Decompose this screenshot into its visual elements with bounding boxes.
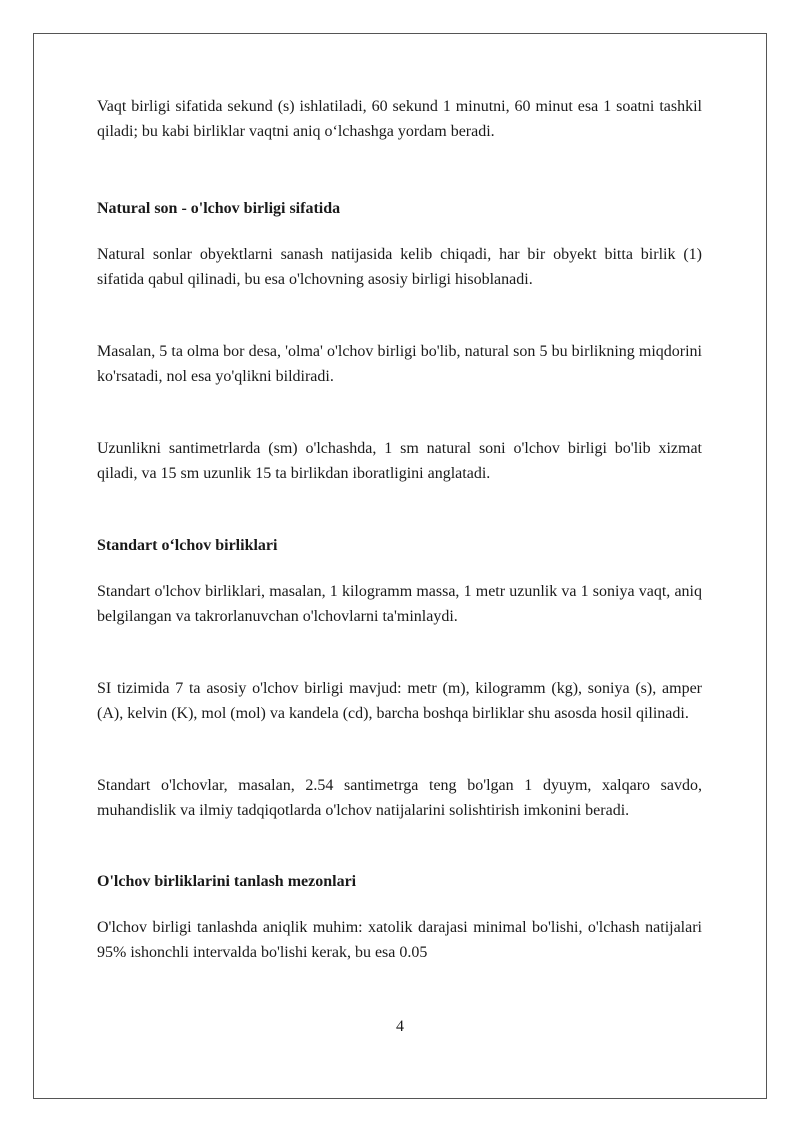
paragraph-inch-example: Standart o'lchovlar, masalan, 2.54 santimetrga teng bo'lgan 1 dyuym, xalqaro savdo, muhandislik va ilmiy tadqiqotlarda o'lchov natijalarini solishtirish imkonini beradi. xyxy=(97,777,702,819)
heading-natural-number-unit: Natural son - o'lchov birligi sifatida xyxy=(97,200,341,217)
paragraph-natural-numbers: Natural sonlar obyektlarni sanash natijasida kelib chiqadi, har bir obyekt bitta birlik (1) sifatida qabul qilinadi, bu esa o'lchovning asosiy birligi hisoblanadi. xyxy=(97,246,702,288)
document-body xyxy=(97,94,702,965)
paragraph-time-units: Vaqt birligi sifatida sekund (s) ishlatiladi, 60 sekund 1 minutni, 60 minut esa 1 soatni tashkil qiladi; bu kabi birliklar vaqtni aniq oʻlchashga yordam beradi. xyxy=(97,98,702,140)
paragraph-selection-criteria: O'lchov birligi tanlashda aniqlik muhim: xatolik darajasi minimal bo'lishi, o'lchash natijalari 95% ishonchli intervalda bo'lishi kerak, bu esa 0.05 xyxy=(97,919,702,961)
heading-selection-criteria: O'lchov birliklarini tanlash mezonlari xyxy=(97,873,357,890)
page-number: 4 xyxy=(396,1018,404,1035)
paragraph-length-cm: Uzunlikni santimetrlarda (sm) o'lchashda, 1 sm natural soni o'lchov birligi bo'lib xizmat qiladi, va 15 sm uzunlik 15 ta birlikdan iboratligini anglatadi. xyxy=(97,440,702,482)
heading-standard-units: Standart oʻlchov birliklari xyxy=(97,537,278,554)
paragraph-apple-example: Masalan, 5 ta olma bor desa, 'olma' o'lchov birligi bo'lib, natural son 5 bu birlikning miqdorini ko'rsatadi, nol esa yo'qlikni bildiradi. xyxy=(97,343,702,385)
paragraph-si-system: SI tizimida 7 ta asosiy o'lchov birligi mavjud: metr (m), kilogramm (kg), soniya (s), amper (A), kelvin (K), mol (mol) va kandela (cd), barcha boshqa birliklar shu asosda hosil qilinadi. xyxy=(97,680,702,722)
paragraph-standard-units: Standart o'lchov birliklari, masalan, 1 kilogramm massa, 1 metr uzunlik va 1 soniya vaqt, aniq belgilangan va takrorlanuvchan o'lchovlarni ta'minlaydi. xyxy=(97,583,702,625)
